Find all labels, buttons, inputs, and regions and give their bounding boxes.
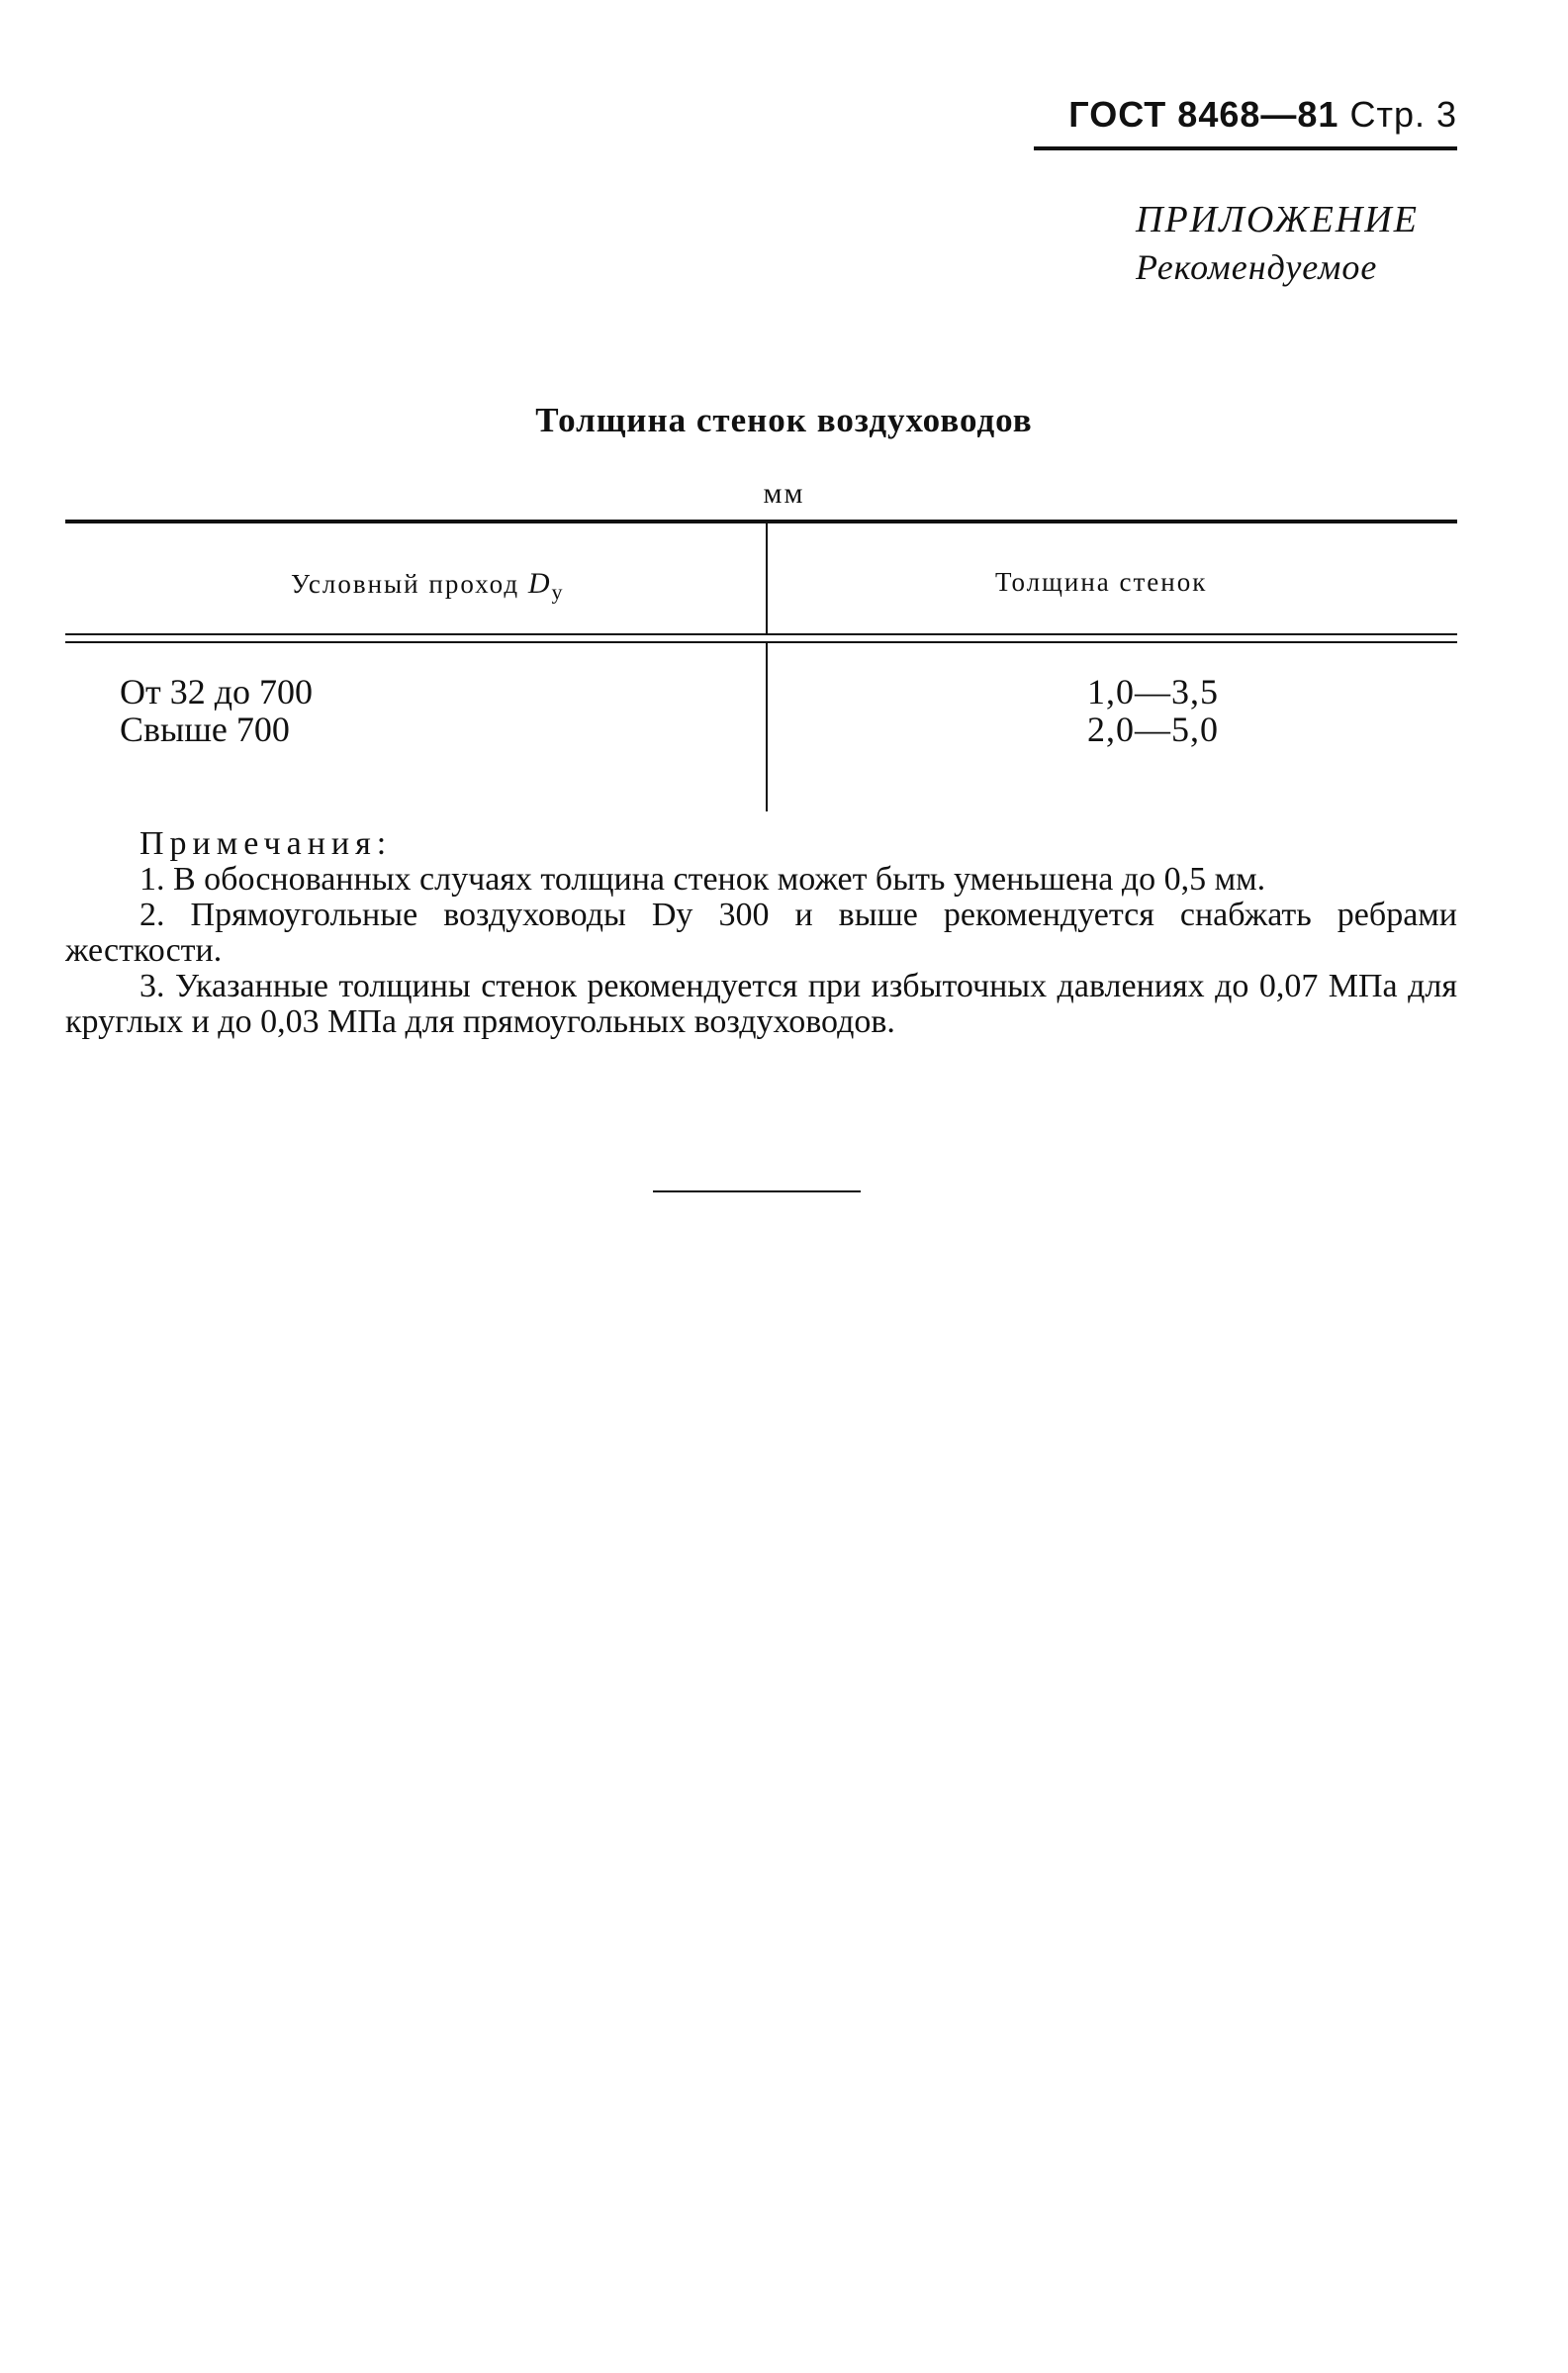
range-column [120, 673, 313, 748]
header-rule-2 [65, 641, 1457, 643]
appendix-label [1136, 196, 1419, 291]
table-cell-range: Свыше 700 [120, 710, 290, 749]
notes-section [65, 826, 1457, 1040]
header-rule-1 [65, 633, 1457, 635]
appendix-subtitle: Рекомендуемое [1136, 247, 1378, 287]
table-unit: мм [763, 477, 805, 510]
appendix-title: ПРИЛОЖЕНИЕ [1136, 199, 1419, 240]
end-rule [653, 1190, 861, 1192]
table-cell-thickness: 1,0—3,5 [1087, 672, 1219, 712]
table-cell-range: От 32 до 700 [120, 672, 314, 712]
column-divider-header [766, 523, 768, 633]
table-title: Толщина стенок воздуховодов [535, 401, 1033, 439]
page-number: Стр. 3 [1349, 94, 1457, 135]
column-header-nominal-bore [291, 567, 565, 605]
notes-title: Примечания: [139, 825, 393, 862]
note-item: 2. Прямоугольные воздуховоды Dу 300 и выше рекомендуется снабжать ребрами жесткости. [65, 897, 1457, 969]
table-top-rule [65, 520, 1457, 523]
column-header-subscript: у [551, 579, 565, 605]
note-item: 3. Указанные толщины стенок рекомендуется при избыточных давлениях до 0,07 МПа для круглых и до 0,03 МПа для прямоугольных воздуховодов. [65, 968, 1457, 1040]
standard-number: ГОСТ 8468—81 [1068, 94, 1339, 135]
page-header [1068, 94, 1457, 136]
note-item: 1. В обоснованных случаях толщина стенок может быть уменьшена до 0,5 мм. [139, 861, 1266, 898]
column-header-nominal-bore-label: Условный проход [291, 569, 520, 599]
column-divider-body [766, 643, 768, 811]
column-header-symbol: D [527, 567, 552, 600]
header-rule [1034, 146, 1457, 150]
table-cell-thickness: 2,0—5,0 [1087, 710, 1219, 749]
thickness-column [1087, 673, 1219, 748]
column-header-wall-thickness: Толщина стенок [995, 567, 1208, 597]
wall-thickness-table [65, 520, 1457, 811]
